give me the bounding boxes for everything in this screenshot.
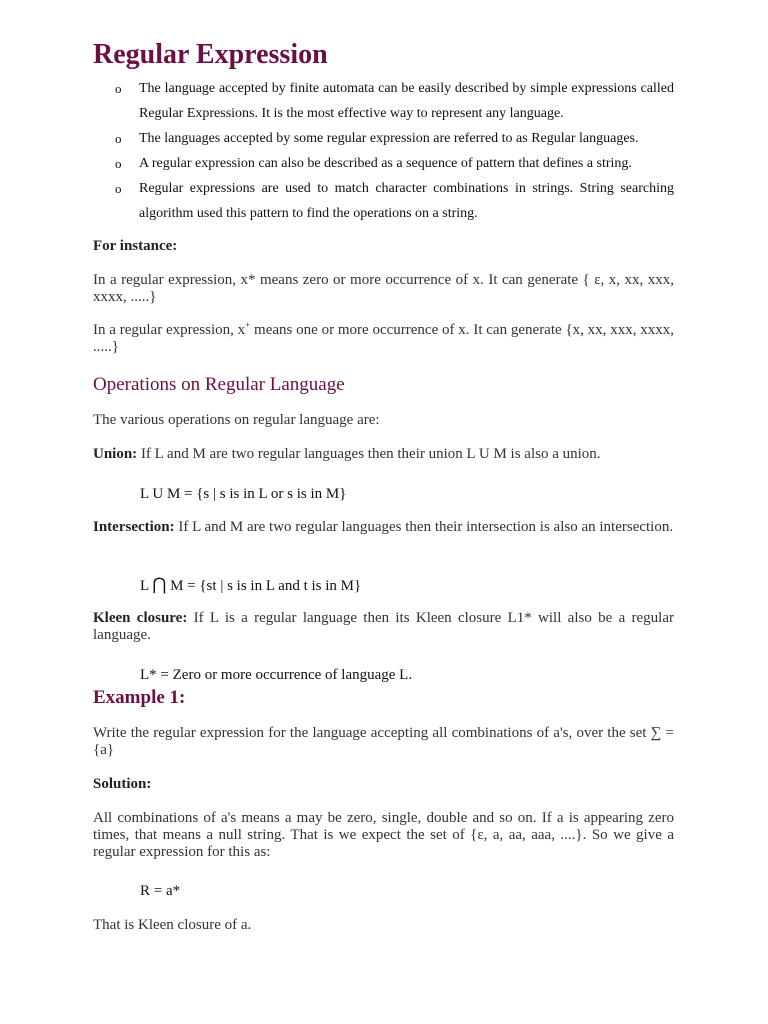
list-item: o Regular expressions are used to match character combinations in strings. String searching algorithm used this pattern to find the operations on a string. [93, 176, 674, 226]
intersection-formula: L ⋂ M = {st | s is in L and t is in M} [140, 575, 362, 594]
intersection-symbol: ⋂ [152, 575, 167, 594]
bullet-marker: o [115, 131, 122, 146]
list-item: o A regular expression can also be described as a sequence of pattern that defines a string. [93, 151, 674, 176]
bullet-marker: o [115, 181, 122, 196]
kleen-formula: L* = Zero or more occurrence of language L. [140, 667, 413, 683]
operations-heading: Operations on Regular Language [93, 374, 345, 395]
bullet-marker: o [115, 156, 122, 171]
bullet-marker: o [115, 81, 122, 96]
intersection-paragraph: Intersection: If L and M are two regular languages then their intersection is also an intersection. [93, 519, 674, 535]
kleen-label: Kleen closure: [93, 610, 188, 626]
instance-paragraph-2: In a regular expression, x+ means one or more occurrence of x. It can generate {x, xx, xxx, xxxx, .....} [93, 320, 675, 355]
solution-formula: R = a* [140, 883, 181, 899]
union-formula: L U M = {s | s is in L or s is in M} [140, 486, 347, 502]
list-item: o The language accepted by finite automata can be easily described by simple expressions called Regular Expressions. It is the most effective way to represent any language. [93, 76, 674, 126]
solution-paragraph: All combinations of a's means a may be zero, single, double and so on. If a is appearing zero times, that means a null string. That is we expect the set of {ε, a, aa, aaa, ....}. So we give a regular expression for this as: [93, 810, 674, 860]
list-item: o The languages accepted by some regular expression are referred to as Regular languages. [93, 126, 674, 151]
example-heading: Example 1: [93, 687, 186, 708]
instance-paragraph-1: In a regular expression, x* means zero or more occurrence of x. It can generate { ε, x, xx, xxx, xxxx, .....} [93, 272, 674, 305]
operations-intro: The various operations on regular language are: [93, 412, 380, 428]
for-instance-label: For instance: [93, 238, 178, 254]
union-label: Union: [93, 446, 138, 462]
solution-label: Solution: [93, 776, 152, 792]
kleen-paragraph: Kleen closure: If L is a regular language then its Kleen closure L1* will also be a regular language. [93, 610, 674, 643]
intersection-label: Intersection: [93, 519, 175, 535]
intro-bullet-list [93, 76, 674, 226]
page-title: Regular Expression [93, 39, 328, 70]
conclusion-paragraph: That is Kleen closure of a. [93, 917, 252, 933]
union-paragraph: Union: If L and M are two regular languages then their union L U M is also a union. [93, 446, 601, 462]
superscript-plus: + [245, 320, 251, 330]
example-paragraph: Write the regular expression for the language accepting all combinations of a's, over the set ∑ = {a} [93, 725, 674, 758]
